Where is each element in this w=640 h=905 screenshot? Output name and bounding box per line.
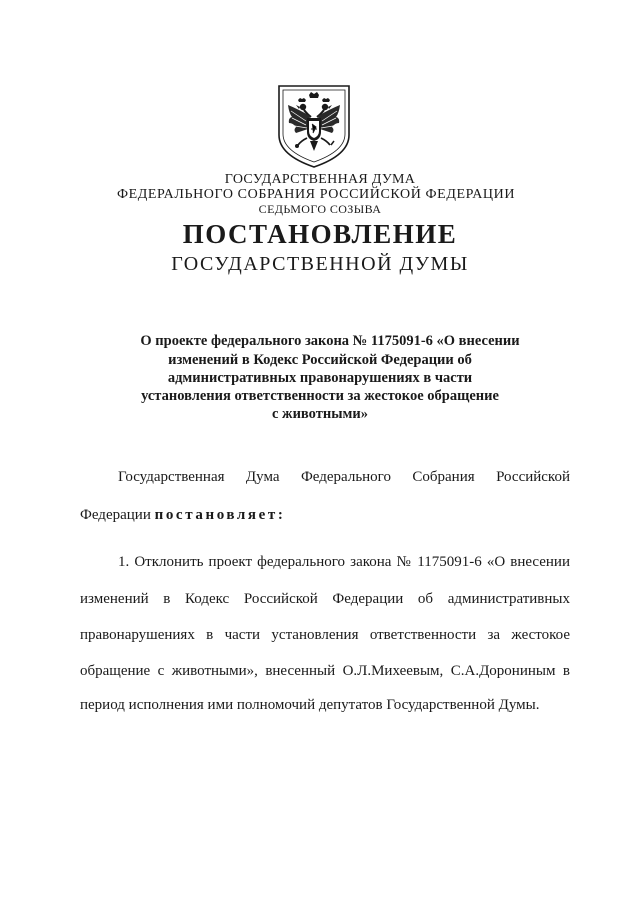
intro-paragraph-line: Государственная Дума Федерального Собрания Российской (118, 469, 570, 485)
subject-line: О проекте федерального закона № 1175091-6 «О внесении (140, 333, 520, 349)
intro-text: Федерации (80, 507, 151, 523)
document-type-title: ПОСТАНОВЛЕНИЕ (182, 219, 458, 249)
subject-line: с животными» (272, 406, 368, 422)
resolution-verb: постановляет: (154, 507, 286, 523)
state-emblem (276, 83, 352, 169)
subject-line: административных правонарушениях в части (167, 370, 473, 386)
convocation-line: СЕДЬМОГО СОЗЫВА (258, 202, 382, 216)
intro-paragraph-line (80, 507, 285, 524)
item-paragraph-line: период исполнения ими полномочий депутатов Государственной Думы. (80, 697, 540, 713)
subject-line: изменений в Кодекс Российской Федерации об (168, 352, 472, 368)
org-name-line1: ГОСУДАРСТВЕННАЯ ДУМА (224, 172, 416, 187)
double-headed-eagle-icon (276, 83, 352, 169)
item-paragraph-line: 1. Отклонить проект федерального закона № 1175091-6 «О внесении (118, 554, 570, 570)
document-issuer-title: ГОСУДАРСТВЕННОЙ ДУМЫ (171, 253, 469, 275)
org-name-line2: ФЕДЕРАЛЬНОГО СОБРАНИЯ РОССИЙСКОЙ ФЕДЕРАЦИИ (116, 187, 516, 202)
item-paragraph-line: изменений в Кодекс Российской Федерации об административных (80, 591, 570, 607)
item-paragraph-line: правонарушениях в части установления ответственности за жестокое (80, 627, 570, 643)
subject-line: установления ответственности за жестокое обращение (141, 388, 499, 404)
item-paragraph-line: обращение с животными», внесенный О.Л.Михеевым, С.А.Дорониным в (80, 663, 570, 679)
